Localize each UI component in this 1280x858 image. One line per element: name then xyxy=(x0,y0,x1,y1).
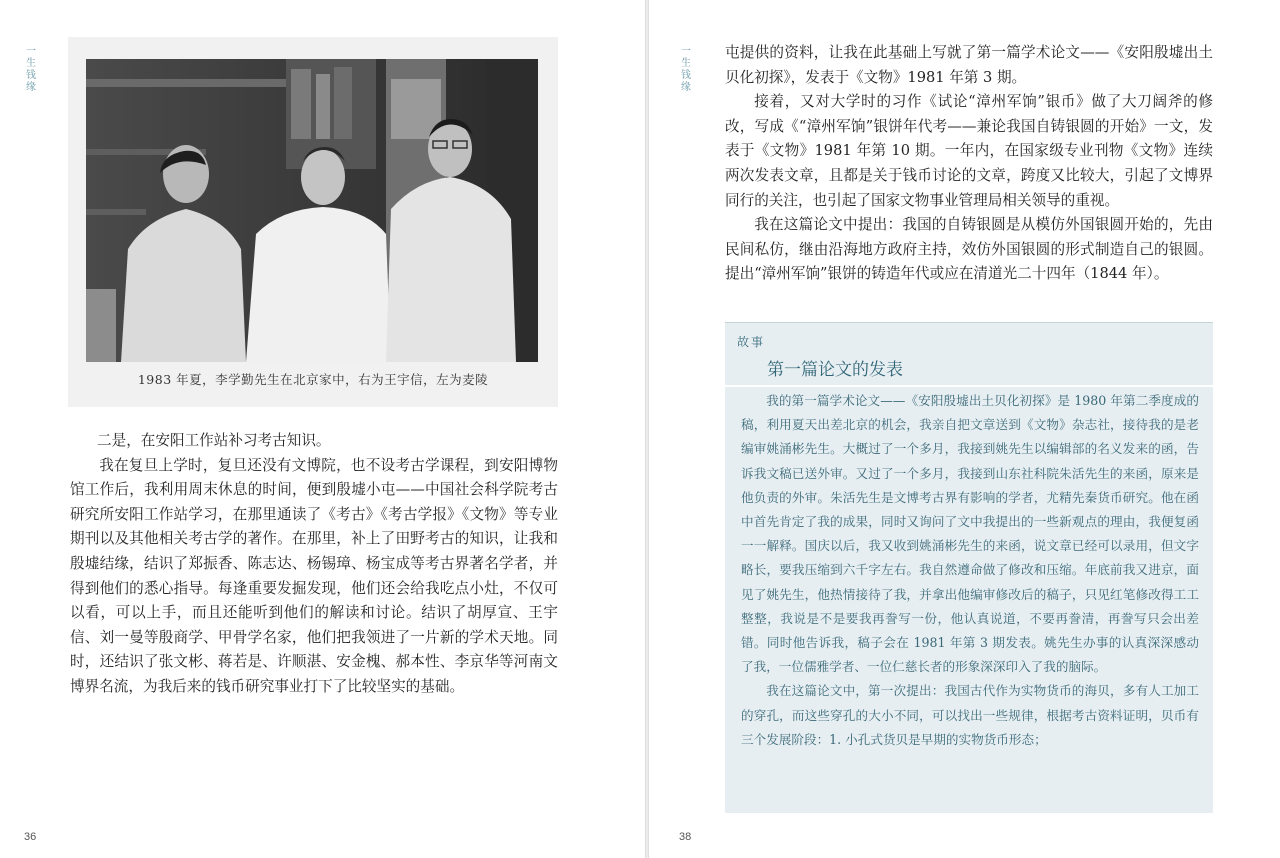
running-head: 一生钱缘 xyxy=(681,46,691,93)
photo-frame xyxy=(68,37,558,407)
story-tag: 故事 xyxy=(737,335,766,349)
section-subheading: 二是，在安阳工作站补习考古知识。 xyxy=(97,432,331,449)
continued-paragraph: 屯提供的资料，让我在此基础上写就了第一篇学术论文——《安阳殷墟出土贝化初探》，发表于《文物》1981 年第 3 期。 xyxy=(725,44,1213,86)
story-divider xyxy=(725,385,1213,387)
story-paragraph: 我的第一篇学术论文——《安阳殷墟出土贝化初探》是 1980 年第二季度成的稿，利用夏天出差北京的机会，我亲自把文章送到《文物》杂志社，接待我的是老编审姚涌彬先生。大概过了一个多月，我接到姚先生以编辑部的名义发来的函，告诉我文稿已送外审。又过了一个多月，我接到山东社科院朱活先生的来函，原来是他负责的外审。朱活先生是文博考古界有影响的学者，尤精先秦货币研究。他在函中首先肯定了我的成果，同时又询问了文中我提出的一些新观点的理由，我便复函一一解释。国庆以后，我又收到姚涌彬先生的来函，说文章已经可以录用，但文字略长，要我压缩到六千字左右。我自然遵命做了修改和压缩。年底前我又进京，面见了姚先生，他热情接待了我，并拿出他编审修改后的稿子，只见红笔修改得工工整整，我说是不是要我再誊写一份，他认真说道，不要再誊清，再誊写只会出差错。同时他告诉我，稿子会在 1981 年第 3 期发表。姚先生办事的认真深深感动了我，一位儒雅学者、一位仁慈长者的形象深深印入了我的脑际。 xyxy=(741,393,1199,675)
photo-caption: 1983 年夏，李学勤先生在北京家中，右为王宇信，左为麦陵 xyxy=(137,372,489,387)
story-sidebar xyxy=(725,322,1213,813)
running-head: 一生钱缘 xyxy=(26,46,36,93)
body-paragraph: 接着，又对大学时的习作《试论“漳州军饷”银币》做了大刀阔斧的修改，写成《“漳州军饷”银饼年代考——兼论我国自铸银圆的开始》一文，发表于《文物》1981 年第 10 期。一年内，在国家级专业刊物《文物》连续两次发表文章，且都是关于钱币讨论的文章，跨度又比较大，引起了文博界同行的关注，也引起了国家文物事业管理局相关领导的重视。 xyxy=(725,93,1213,209)
page-number: 36 xyxy=(24,831,37,843)
photo-illustration xyxy=(86,59,538,362)
historical-photo xyxy=(86,59,538,362)
page-number: 38 xyxy=(679,831,692,843)
story-paragraph: 我在这篇论文中，第一次提出：我国古代作为实物货币的海贝，多有人工加工的穿孔，而这些穿孔的大小不同，可以找出一些规律，根据考古资料证明，贝币有三个发展阶段：1. 小孔式货贝是早期的实物货币形态； xyxy=(741,683,1199,747)
story-title: 第一篇论文的发表 xyxy=(767,360,903,380)
left-body-text xyxy=(70,429,558,700)
body-paragraph: 我在复旦上学时，复旦还没有文博院，也不设考古学课程，到安阳博物馆工作后，我利用周末休息的时间，便到殷墟小屯——中国社会科学院考古研究所安阳工作站学习，在那里通读了《考古》《考古学报》《文物》等专业期刊以及其他相关考古学的著作。在那里，补上了田野考古的知识，让我和殷墟结缘，结识了郑振香、陈志达、杨锡璋、杨宝成等考古界著名学者，并得到他们的悉心指导。每逢重要发掘发现，他们还会给我吃点小灶，不仅可以看，可以上手，而且还能听到他们的解读和讨论。结识了胡厚宣、王宇信、刘一曼等殷商学、甲骨学名家，他们把我领进了一片新的学术天地。同时，还结识了张文彬、蒋若是、许顺湛、安金槐、郝本性、李京华等河南文博界名流，为我后来的钱币研究事业打下了比较坚实的基础。 xyxy=(70,456,558,695)
story-text xyxy=(741,389,1199,752)
body-paragraph: 我在这篇论文中提出：我国的自铸银圆是从模仿外国银圆开始的，先由民间私仿，继由沿海地方政府主持，效仿外国银圆的形式制造自己的银圆。提出“漳州军饷”银饼的铸造年代或应在清道光二十四年（1844 年）。 xyxy=(725,216,1213,283)
right-body-text xyxy=(725,41,1213,287)
